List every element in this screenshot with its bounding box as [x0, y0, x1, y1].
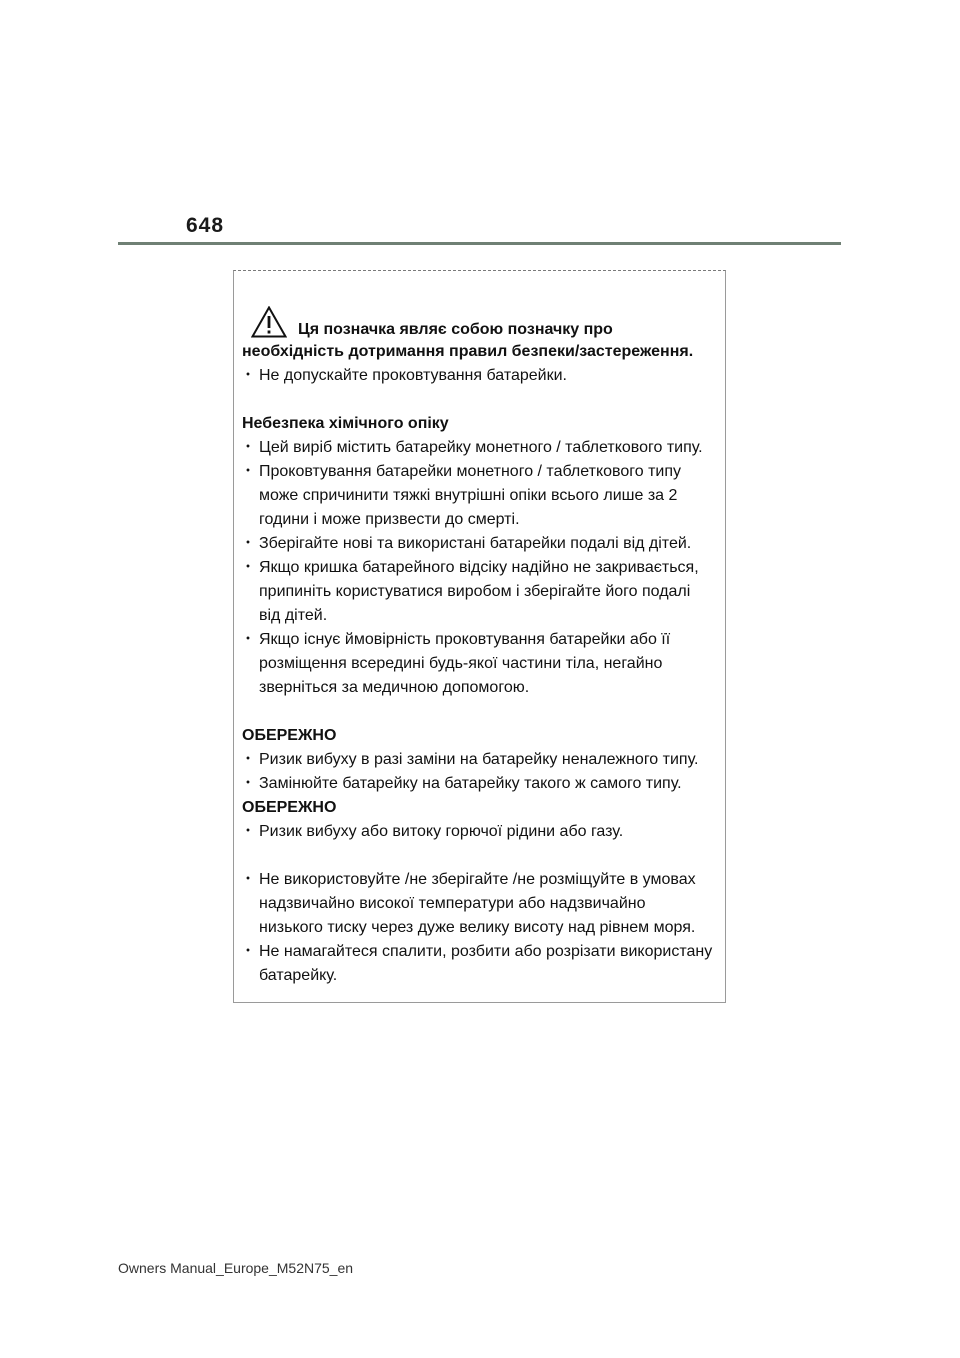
list-item-continuation: припиніть користуватися виробом і зберігайте його подалі: [259, 583, 691, 600]
bullet-dot: ･: [244, 775, 253, 792]
list-item-continuation: години і може призвести до смерті.: [259, 511, 520, 528]
page-number: 648: [186, 214, 225, 237]
list-item: ･ Зберігайте нові та використані батарейки подалі від дітей.: [242, 532, 722, 556]
notice-content: [242, 306, 722, 988]
list-item: ･ Ризик вибуху в разі заміни на батарейку неналежного типу.: [242, 748, 722, 772]
warning-title-line2: необхідність дотримання правил безпеки/застереження.: [242, 343, 694, 360]
list-item-continuation: може спричинити тяжкі внутрішні опіки всього лише за 2: [259, 487, 678, 504]
bullet-dot: ･: [244, 823, 253, 840]
section-heading-caution: ОБЕРЕЖНО: [242, 727, 337, 744]
spacer: [242, 844, 722, 868]
list-item: ･ Не використовуйте /не зберігайте /не розміщуйте в умовах: [242, 868, 722, 892]
list-item-continuation: розміщення всередині будь-якої частини тіла, негайно: [259, 655, 663, 672]
bullet-dot: ･: [244, 751, 253, 768]
section-heading-chemical-burn: Небезпека хімічного опіку: [242, 415, 449, 432]
warning-title-line1: Ця позначка являє собою позначку про: [298, 321, 613, 338]
bullet-dot: ･: [244, 631, 253, 648]
section-heading-caution: ОБЕРЕЖНО: [242, 799, 337, 816]
bullet-dot: ･: [244, 535, 253, 552]
footer-manual-id: Owners Manual_Europe_M52N75_en: [118, 1260, 354, 1276]
bullet-dot: ･: [244, 367, 253, 384]
list-item-continuation: від дітей.: [259, 607, 328, 624]
header-rule: [118, 242, 841, 245]
list-item: ･ Якщо кришка батарейного відсіку надійно не закривається,: [242, 556, 722, 580]
bullet-dot: ･: [244, 439, 253, 456]
list-item: ･ Ризик вибуху або витоку горючої рідини або газу.: [242, 820, 722, 844]
bullet-dot: ･: [244, 871, 253, 888]
list-item: ･ Якщо існує ймовірність проковтування батарейки або її: [242, 628, 722, 652]
list-item-continuation: низького тиску через дуже велику висоту над рівнем моря.: [259, 919, 696, 936]
warning-header: [242, 306, 722, 340]
spacer: [242, 388, 722, 412]
list-item-continuation: надзвичайно високої температури або надзвичайно: [259, 895, 646, 912]
list-item-continuation: зверніться за медичною допомогою.: [259, 679, 530, 696]
warning-triangle-icon: [251, 306, 287, 338]
bullet-dot: ･: [244, 463, 253, 480]
bullet-dot: ･: [244, 559, 253, 576]
list-item: ･ Не намагайтеся спалити, розбити або розрізати використану: [242, 940, 722, 964]
list-item: ･ Замінюйте батарейку на батарейку такого ж самого типу.: [242, 772, 722, 796]
list-item: ･ Не допускайте проковтування батарейки.: [242, 364, 722, 388]
list-item-continuation: батарейку.: [259, 967, 338, 984]
bullet-dot: ･: [244, 943, 253, 960]
spacer: [242, 700, 722, 724]
list-item: ･ Проковтування батарейки монетного / таблеткового типу: [242, 460, 722, 484]
list-item: ･ Цей виріб містить батарейку монетного / таблеткового типу.: [242, 436, 722, 460]
